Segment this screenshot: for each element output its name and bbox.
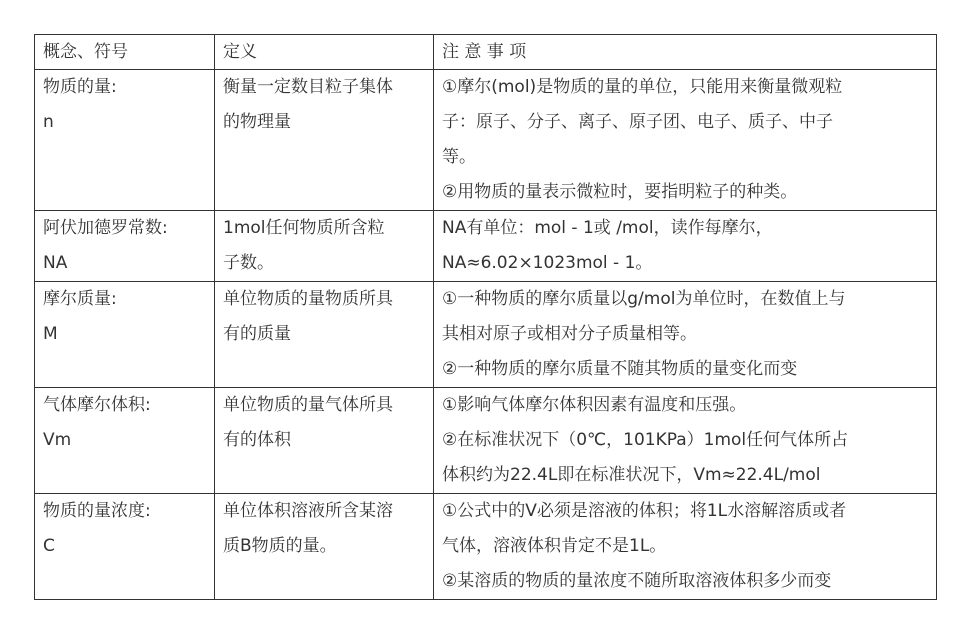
concept-symbol: C (43, 536, 55, 556)
notes-cell (434, 494, 937, 600)
definition-line: 的物理量 (223, 112, 291, 132)
note-line: 其相对原子或相对分子质量相等。 (442, 324, 697, 344)
note-line: 子：原子、分子、离子、原子团、电子、质子、中子 (442, 112, 833, 132)
note-line: ②某溶质的物质的量浓度不随所取溶液体积多少而变 (442, 571, 832, 591)
note-line: NA有单位：mol - 1或 /mol，读作每摩尔， (442, 218, 773, 238)
note-line: ②在标准状况下（0℃，101KPa）1mol任何气体所占 (442, 430, 849, 450)
note-line: 体积约为22.4L即在标准状况下，Vm≈22.4L/mol (442, 465, 821, 485)
concept-cell (35, 282, 215, 388)
definition-cell (215, 494, 434, 600)
definition-line: 质B物质的量。 (223, 536, 337, 556)
header-definition: 定义 (215, 35, 434, 70)
concept-symbol: M (43, 324, 58, 344)
concept-cell (35, 211, 215, 282)
concept-name: 气体摩尔体积: (43, 395, 151, 415)
concept-name: 物质的量浓度: (43, 501, 151, 521)
definition-cell (215, 282, 434, 388)
definition-line: 单位物质的量气体所具 (223, 395, 393, 415)
definition-cell (215, 70, 434, 211)
table-row (35, 211, 937, 282)
concept-name: 摩尔质量: (43, 289, 117, 309)
table-row (35, 282, 937, 388)
concept-cell (35, 70, 215, 211)
note-line: ①公式中的V必须是溶液的体积；将1L水溶解溶质或者 (442, 501, 847, 521)
concept-symbol: Vm (43, 430, 72, 450)
note-line: ①摩尔(mol)是物质的量的单位，只能用来衡量微观粒 (442, 77, 843, 97)
concept-name: 物质的量: (43, 77, 117, 97)
notes-cell (434, 70, 937, 211)
note-line: ②一种物质的摩尔质量不随其物质的量变化而变 (442, 359, 798, 379)
concept-cell (35, 494, 215, 600)
header-row (35, 35, 937, 70)
concept-symbol: NA (43, 253, 68, 273)
table-row (35, 388, 937, 494)
definition-line: 单位物质的量物质所具 (223, 289, 393, 309)
note-line: ②用物质的量表示微粒时，要指明粒子的种类。 (442, 182, 798, 202)
definition-line: 单位体积溶液所含某溶 (223, 501, 393, 521)
table-row (35, 70, 937, 211)
concept-cell (35, 388, 215, 494)
table-row (35, 494, 937, 600)
definition-line: 子数。 (223, 253, 274, 273)
note-line: ①一种物质的摩尔质量以g/mol为单位时，在数值上与 (442, 289, 846, 309)
definition-line: 衡量一定数目粒子集体 (223, 77, 393, 97)
concept-table (34, 34, 937, 600)
notes-cell (434, 211, 937, 282)
definition-line: 有的质量 (223, 324, 291, 344)
note-line: NA≈6.02×1023mol - 1。 (442, 253, 653, 273)
definition-line: 1mol任何物质所含粒 (223, 218, 385, 238)
note-line: 等。 (442, 147, 476, 167)
definition-cell (215, 211, 434, 282)
header-concept: 概念、符号 (35, 35, 215, 70)
note-line: ①影响气体摩尔体积因素有温度和压强。 (442, 395, 747, 415)
header-notes: 注 意 事 项 (434, 35, 937, 70)
note-line: 气体，溶液体积肯定不是1L。 (442, 536, 667, 556)
definition-line: 有的体积 (223, 430, 291, 450)
definition-cell (215, 388, 434, 494)
concept-symbol: n (43, 112, 54, 132)
notes-cell (434, 282, 937, 388)
concept-name: 阿伏加德罗常数: (43, 218, 168, 238)
notes-cell (434, 388, 937, 494)
